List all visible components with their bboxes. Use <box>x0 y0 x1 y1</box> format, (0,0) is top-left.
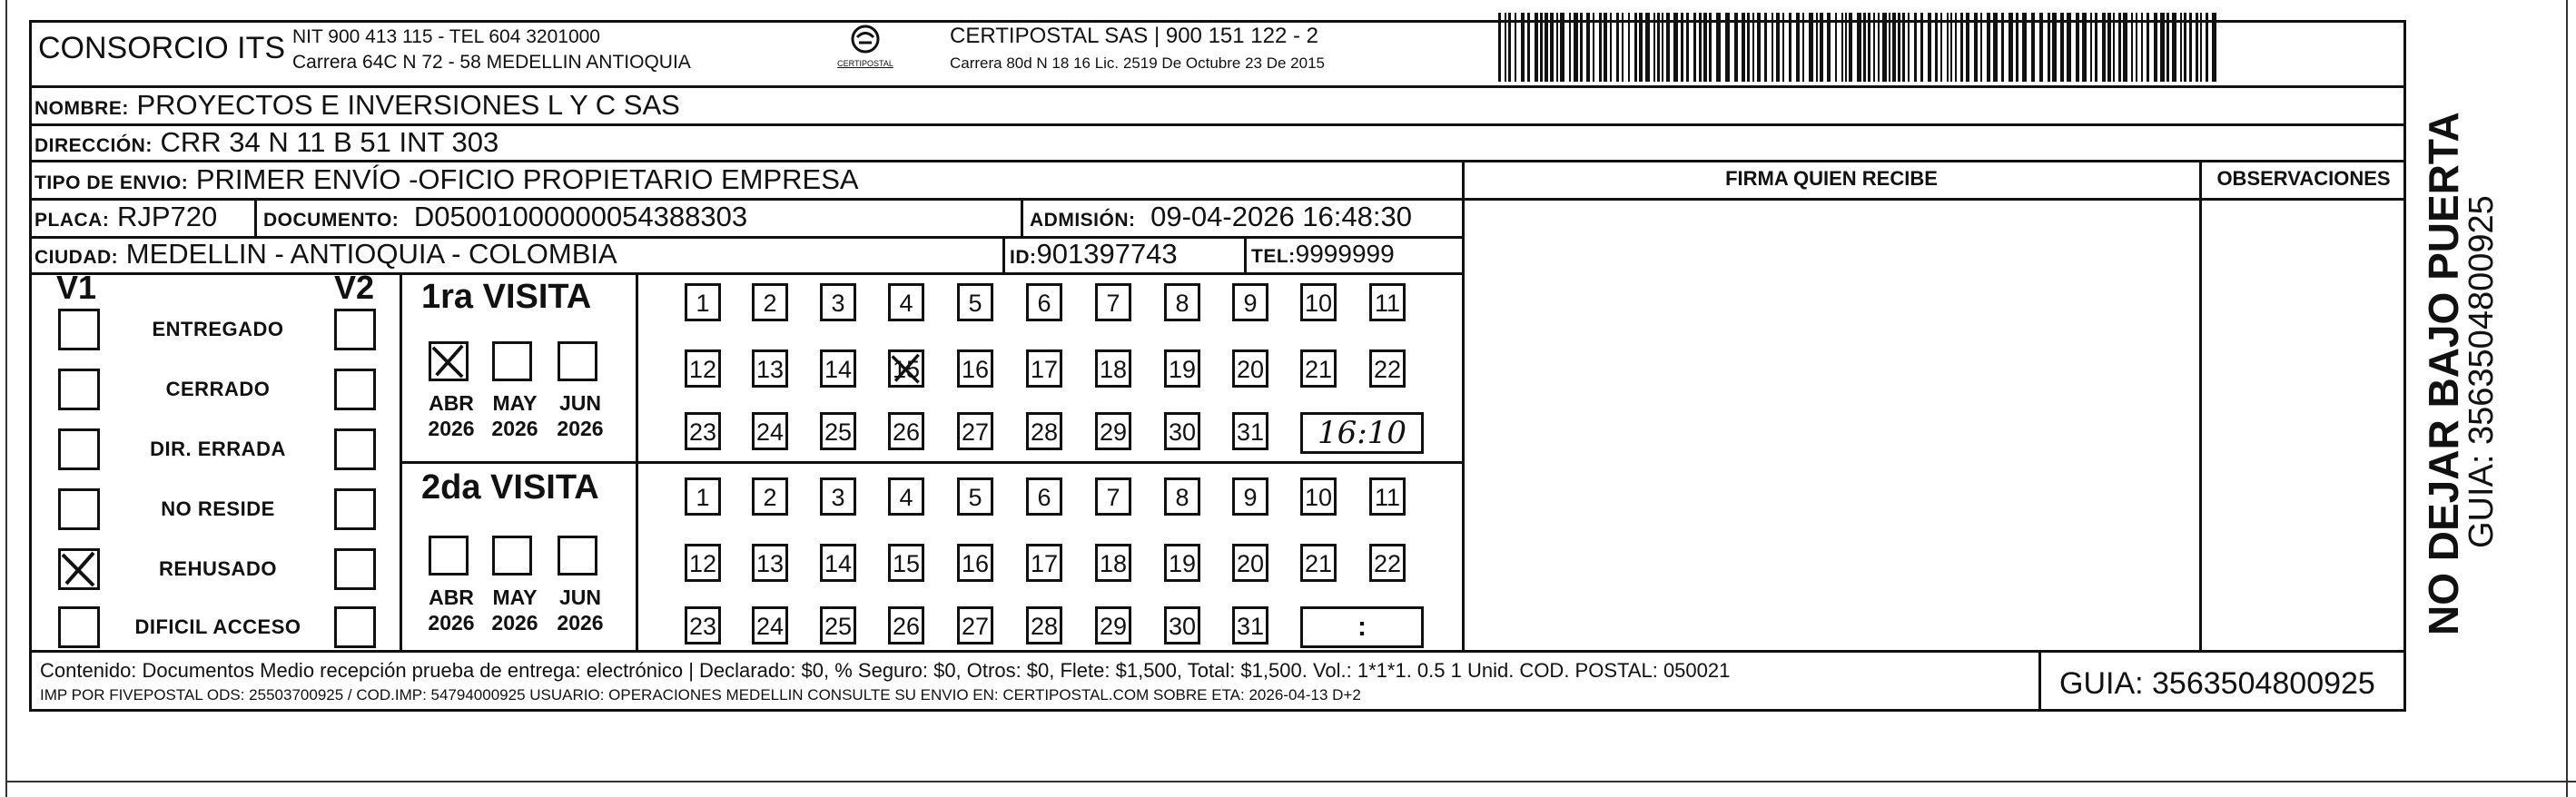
month-year: 2026 <box>557 417 604 440</box>
day-number: 20 <box>1236 550 1265 577</box>
day-number: 26 <box>892 418 921 446</box>
day-number: 2 <box>763 290 777 317</box>
status-label: DIR. ERRADA <box>150 438 286 460</box>
day-number: 16 <box>961 356 990 383</box>
first-visit-day-box[interactable] <box>685 349 721 388</box>
month-year: 2026 <box>491 611 538 635</box>
month-year: 2026 <box>557 611 604 635</box>
first-visit-day-box[interactable] <box>685 283 721 321</box>
day-number: 11 <box>1374 290 1401 317</box>
day-number: 2 <box>763 484 777 511</box>
day-number: 13 <box>755 356 785 383</box>
direccion-value: CRR 34 N 11 B 51 INT 303 <box>160 126 499 158</box>
day-number: 4 <box>899 290 913 317</box>
tipo-row <box>35 163 859 196</box>
first-visit-day-box[interactable] <box>820 412 856 450</box>
id-field <box>1010 238 1178 271</box>
first-visit-day-box[interactable] <box>752 412 788 450</box>
first-visit-day-box[interactable] <box>1095 412 1131 450</box>
day-number: 6 <box>1037 484 1051 511</box>
day-number: 17 <box>1030 356 1059 383</box>
courier-address: Carrera 80d N 18 16 Lic. 2519 De Octubre 23 De 2015 <box>950 54 1325 72</box>
day-number: 30 <box>1168 613 1197 640</box>
day-number: 31 <box>1236 613 1265 640</box>
v2-checkbox[interactable] <box>334 369 376 410</box>
day-number: 17 <box>1030 550 1059 577</box>
documento-label: DOCUMENTO: <box>263 210 400 231</box>
first-visit-day-box[interactable] <box>1026 283 1062 321</box>
courier-name: CERTIPOSTAL SAS | 900 151 122 - 2 <box>950 24 1318 48</box>
tel-value: 9999999 <box>1295 240 1395 268</box>
second-visit-month-label <box>419 585 483 635</box>
first-visit-day-box[interactable] <box>1164 283 1200 321</box>
day-number: 7 <box>1106 290 1120 317</box>
second-visit-month-checkbox[interactable] <box>429 536 469 576</box>
day-number: 8 <box>1175 484 1189 511</box>
day-number: 1 <box>696 484 710 511</box>
day-number: 15 <box>892 356 921 383</box>
status-label: CERRADO <box>165 378 271 400</box>
first-visit-day-box[interactable] <box>957 412 993 450</box>
status-label: ENTREGADO <box>152 318 284 340</box>
second-visit-month-label <box>483 585 547 635</box>
second-visit-month-checkbox[interactable] <box>492 536 532 576</box>
day-number: 25 <box>824 418 853 446</box>
day-number: 1 <box>696 290 710 317</box>
day-number: 22 <box>1373 550 1402 577</box>
day-number: 6 <box>1037 290 1051 317</box>
second-visit-day-box[interactable] <box>1026 544 1062 582</box>
v1-checkbox[interactable] <box>58 428 100 470</box>
month-year: 2026 <box>491 417 538 440</box>
id-label: ID: <box>1010 247 1037 268</box>
company-address: Carrera 64C N 72 - 58 MEDELLIN ANTIOQUIA <box>292 52 691 73</box>
second-visit-day-box[interactable] <box>1232 477 1268 516</box>
first-visit-month-label <box>548 390 612 441</box>
v1-header: V1 <box>56 269 97 306</box>
day-number: 16 <box>961 550 990 577</box>
status-label: REHUSADO <box>159 557 277 580</box>
first-visit-month-checkbox[interactable] <box>429 341 469 381</box>
day-number: 19 <box>1168 356 1197 383</box>
month-year: 2026 <box>428 417 475 440</box>
v2-checkbox[interactable] <box>334 548 376 590</box>
day-number: 28 <box>1030 613 1059 640</box>
v2-checkbox[interactable] <box>334 606 376 648</box>
month-name: JUN <box>558 391 601 415</box>
status-label: NO RESIDE <box>161 497 275 520</box>
second-visit-day-box[interactable] <box>957 606 993 644</box>
second-visit-day-box[interactable] <box>1164 606 1200 644</box>
second-visit-day-box[interactable] <box>1164 544 1200 582</box>
day-number: 21 <box>1304 550 1333 577</box>
first-visit-day-box[interactable] <box>1164 349 1200 388</box>
day-number: 10 <box>1304 484 1333 511</box>
barcode <box>1498 13 2225 82</box>
second-visit-day-box[interactable] <box>888 544 924 582</box>
first-visit-day-box[interactable] <box>1369 283 1406 321</box>
day-number: 27 <box>961 613 990 640</box>
second-visit-day-box[interactable] <box>1232 544 1268 582</box>
second-visit-day-box[interactable] <box>820 544 856 582</box>
first-visit-day-box[interactable] <box>1095 349 1131 388</box>
month-year: 2026 <box>428 611 475 635</box>
first-visit-title: 1ra VISITA <box>421 278 592 316</box>
month-name: ABR <box>429 391 474 415</box>
second-visit-day-box[interactable] <box>1095 606 1131 644</box>
company-name: CONSORCIO ITS <box>38 31 286 65</box>
day-number: 10 <box>1304 290 1333 317</box>
placa-value: RJP720 <box>116 201 218 232</box>
first-visit-month-label <box>483 390 547 441</box>
month-name: MAY <box>492 391 538 415</box>
first-visit-day-box[interactable] <box>820 349 856 388</box>
placa-label: PLACA: <box>35 210 110 231</box>
side-warning: NO DEJAR BAJO PUERTA <box>2420 112 2467 635</box>
certipostal-logo <box>834 24 897 76</box>
second-visit-month-label <box>548 585 612 635</box>
status-label: DIFICIL ACCESO <box>134 615 301 638</box>
ciudad-field <box>35 238 617 271</box>
time-placeholder: : <box>1357 612 1367 642</box>
first-visit-day-box[interactable] <box>888 412 924 450</box>
tipo-value: PRIMER ENVÍO -OFICIO PROPIETARIO EMPRESA <box>195 163 859 195</box>
handwritten-time: 16:10 <box>1318 415 1406 451</box>
admision-value: 09-04-2026 16:48:30 <box>1150 201 1412 232</box>
v1-checkbox[interactable] <box>58 606 100 648</box>
day-number: 9 <box>1243 484 1258 511</box>
nombre-label: NOMBRE: <box>35 98 129 119</box>
documento-value: D05001000000054388303 <box>413 201 748 232</box>
ciudad-label: CIUDAD: <box>35 247 119 268</box>
second-visit-day-box[interactable] <box>888 477 924 516</box>
day-number: 18 <box>1099 356 1128 383</box>
nombre-row <box>35 89 680 122</box>
day-number: 24 <box>755 613 785 640</box>
first-visit-day-box[interactable] <box>1095 283 1131 321</box>
logo-text: CERTIPOSTAL <box>837 59 893 68</box>
day-number: 3 <box>831 484 845 511</box>
day-number: 8 <box>1175 290 1189 317</box>
month-name: MAY <box>492 585 538 609</box>
second-visit-day-box[interactable] <box>1095 544 1131 582</box>
footer-guia: GUIA: 3563504800925 <box>2059 666 2375 701</box>
day-number: 14 <box>824 356 853 383</box>
first-visit-day-box[interactable] <box>957 283 993 321</box>
company-nit: NIT 900 413 115 - TEL 604 3201000 <box>292 26 600 47</box>
tel-label: TEL: <box>1251 246 1296 267</box>
day-number: 23 <box>688 613 717 640</box>
direccion-row <box>35 126 498 159</box>
admision-label: ADMISIÓN: <box>1030 210 1136 231</box>
day-number: 25 <box>824 613 853 640</box>
first-visit-day-box[interactable] <box>752 349 788 388</box>
v1-checkbox[interactable] <box>58 309 100 350</box>
second-visit-day-box[interactable] <box>820 477 856 516</box>
first-visit-day-box[interactable] <box>1232 283 1268 321</box>
day-number: 19 <box>1168 550 1197 577</box>
day-number: 12 <box>688 356 717 383</box>
observaciones-header: OBSERVACIONES <box>2216 167 2391 190</box>
second-visit-day-box[interactable] <box>1369 477 1406 516</box>
first-visit-day-box[interactable] <box>1369 349 1406 388</box>
v1-checkbox[interactable] <box>58 488 100 530</box>
second-visit-day-box[interactable] <box>1369 544 1406 582</box>
day-number: 15 <box>892 550 921 577</box>
second-visit-month-checkbox[interactable] <box>558 536 597 576</box>
day-number: 20 <box>1236 356 1265 383</box>
day-number: 12 <box>688 550 717 577</box>
first-visit-day-box[interactable] <box>1300 349 1337 388</box>
second-visit-time-box[interactable] <box>1300 606 1424 648</box>
second-visit-day-box[interactable] <box>957 477 993 516</box>
first-visit-month-label <box>419 390 483 441</box>
second-visit-day-box[interactable] <box>1300 477 1337 516</box>
day-number: 27 <box>961 418 990 446</box>
day-number: 14 <box>824 550 853 577</box>
placa-field <box>35 201 217 233</box>
second-visit-title: 2da VISITA <box>421 468 599 507</box>
month-name: JUN <box>558 585 601 609</box>
ciudad-value: MEDELLIN - ANTIOQUIA - COLOMBIA <box>125 238 617 270</box>
logo-icon <box>846 24 884 56</box>
first-visit-day-box[interactable] <box>888 349 924 388</box>
second-visit-day-box[interactable] <box>1300 544 1337 582</box>
tipo-label: TIPO DE ENVIO: <box>35 172 189 193</box>
v2-header: V2 <box>334 269 375 306</box>
nombre-value: PROYECTOS E INVERSIONES L Y C SAS <box>136 89 680 121</box>
v2-checkbox[interactable] <box>334 428 376 470</box>
day-number: 24 <box>755 418 785 446</box>
first-visit-day-box[interactable] <box>1232 349 1268 388</box>
first-visit-day-box[interactable] <box>957 349 993 388</box>
second-visit-day-box[interactable] <box>685 544 721 582</box>
day-number: 22 <box>1373 356 1402 383</box>
day-number: 29 <box>1099 613 1128 640</box>
footer-imp: IMP POR FIVEPOSTAL ODS: 25503700925 / COD.IMP: 54794000925 USUARIO: OPERACIONES MEDELLIN CONSULTE SU ENVIO EN: CERTIPOSTAL.COM SOBRE ETA: 2026-04-13 D+2 <box>40 686 1361 704</box>
first-visit-month-checkbox[interactable] <box>492 341 532 381</box>
firma-header: FIRMA QUIEN RECIBE <box>1725 167 1938 190</box>
second-visit-day-box[interactable] <box>888 606 924 644</box>
second-visit-day-box[interactable] <box>752 544 788 582</box>
tel-field <box>1251 240 1395 269</box>
day-number: 9 <box>1243 290 1258 317</box>
day-number: 13 <box>755 550 785 577</box>
id-value: 901397743 <box>1036 238 1178 270</box>
admision-field <box>1030 201 1412 233</box>
day-number: 4 <box>899 484 913 511</box>
day-number: 31 <box>1236 418 1265 446</box>
day-number: 30 <box>1168 418 1197 446</box>
first-visit-day-box[interactable] <box>1232 412 1268 450</box>
day-number: 18 <box>1099 550 1128 577</box>
first-visit-day-box[interactable] <box>1300 283 1337 321</box>
second-visit-day-box[interactable] <box>1164 477 1200 516</box>
day-number: 23 <box>688 418 717 446</box>
day-number: 21 <box>1304 356 1333 383</box>
day-number: 3 <box>831 290 845 317</box>
month-name: ABR <box>429 585 474 609</box>
v2-checkbox[interactable] <box>334 309 376 350</box>
direccion-label: DIRECCIÓN: <box>35 135 153 156</box>
second-visit-day-box[interactable] <box>1232 606 1268 644</box>
day-number: 7 <box>1106 484 1120 511</box>
day-number: 29 <box>1099 418 1128 446</box>
side-guia: GUIA: 3563504800925 <box>2462 195 2501 548</box>
first-visit-day-box[interactable] <box>1026 412 1062 450</box>
second-visit-day-box[interactable] <box>1026 606 1062 644</box>
day-number: 26 <box>892 613 921 640</box>
v2-checkbox[interactable] <box>334 488 376 530</box>
day-number: 11 <box>1374 484 1401 511</box>
documento-field <box>263 201 747 233</box>
footer-contenido: Contenido: Documentos Medio recepción prueba de entrega: electrónico | Declarado: $0, % Seguro: $0, Otros: $0, Flete: $1,500, Total: $1,500. Vol.: 1*1*1. 0.5 1 Unid. COD. POSTAL: 050021 <box>40 659 1731 682</box>
second-visit-day-box[interactable] <box>752 477 788 516</box>
v1-checkbox[interactable] <box>58 548 100 590</box>
second-visit-day-box[interactable] <box>685 477 721 516</box>
v1-checkbox[interactable] <box>58 369 100 410</box>
first-visit-day-box[interactable] <box>752 283 788 321</box>
first-visit-time-box[interactable] <box>1300 412 1424 454</box>
first-visit-day-box[interactable] <box>1164 412 1200 450</box>
first-visit-day-box[interactable] <box>685 412 721 450</box>
day-number: 5 <box>968 484 982 511</box>
second-visit-day-box[interactable] <box>1026 477 1062 516</box>
day-number: 5 <box>968 290 982 317</box>
second-visit-day-box[interactable] <box>1095 477 1131 516</box>
second-visit-day-box[interactable] <box>752 606 788 644</box>
first-visit-day-box[interactable] <box>888 283 924 321</box>
second-visit-day-box[interactable] <box>957 544 993 582</box>
day-number: 28 <box>1030 418 1059 446</box>
first-visit-day-box[interactable] <box>1026 349 1062 388</box>
second-visit-day-box[interactable] <box>820 606 856 644</box>
second-visit-day-box[interactable] <box>685 606 721 644</box>
first-visit-day-box[interactable] <box>820 283 856 321</box>
first-visit-month-checkbox[interactable] <box>558 341 597 381</box>
